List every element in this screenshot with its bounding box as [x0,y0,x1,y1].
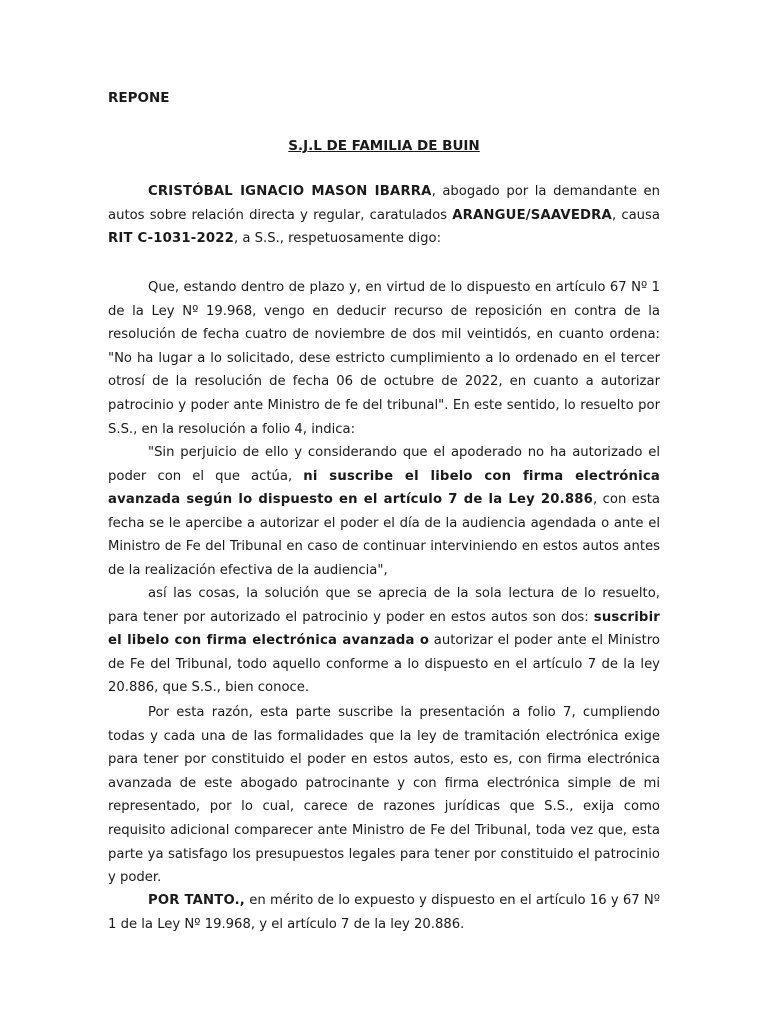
appearance-text-3: , a S.S., respetuosamente digo: [233,231,442,247]
case-rit: RIT C-1031-2022 [108,231,234,247]
paragraph-reason: Por esta razón, esta parte suscribe la presentación a folio 7, cumpliendo todas y cada una de las formalidades que la ley de tramitación electrónica exige para tener por constituido el poder en estos autos, esto es, con firma electrónica avanzada de este abogado patrocinante y con firma electrónica simple de mi representado, por lo cual, carece de razones jurídicas que S.S., exija como requisito adicional comparecer ante Ministro de Fe del Tribunal, toda vez que, esta parte ya satisfago los presupuestos legales para tener por constituido el patrocinio y poder. [108,705,660,886]
conclusion-text: en mérito de lo expuesto y dispuesto en el artículo 16 y 67 Nº 1 de la Ley Nº 19.968, y el artículo 7 de la ley 20.886. [108,893,660,932]
court-heading: S.J.L DE FAMILIA DE BUIN [288,138,480,154]
paragraph-conclusion [108,889,660,936]
conclusion-bold: POR TANTO., [148,893,246,908]
lawyer-name: CRISTÓBAL IGNACIO MASON IBARRA [148,184,432,199]
paragraph-quote [108,441,660,583]
case-name: ARANGUE/SAAVEDRA [452,207,612,223]
appearance-text-2: , causa [611,207,660,223]
paragraph-appearance [108,180,660,251]
quote-text-1: "Sin perjuicio de ello y considerando que el apoderado no ha autorizado el poder con el que actúa, [108,445,660,484]
paragraph-analysis [108,582,660,700]
analysis-bold: suscribir el libelo con firma electrónica avanzada o [108,609,660,649]
paragraph-petition: Que, estando dentro de plazo y, en virtud de lo dispuesto en artículo 67 Nº 1 de la Ley Nº 19.968, vengo en deducir recurso de reposición en contra de la resolución de fecha cuatro de noviembre de dos mil veintidós, en cuanto ordena: "No ha lugar a lo solicitado, dese estricto cumplimiento a lo ordenado en el tercer otrosí de la resolución de fecha 06 de octubre de 2022, en cuanto a autorizar patrocinio y poder ante Ministro de fe del tribunal". En este sentido, lo resuelto por S.S., en la resolución a folio 4, indica: [108,280,660,437]
document-title: REPONE [108,90,170,106]
appearance-text-1: , abogado por la demandante en autos sobre relación directa y regular, caratulados [108,184,660,223]
quote-bold: ni suscribe el libelo con firma electrónica avanzada según lo dispuesto en el artículo 7 de la Ley 20.886 [108,468,660,508]
analysis-text-1: así las cosas, la solución que se aprecia de la sola lectura de lo resuelto, para tener por autorizado el patrocinio y poder en estos autos son dos: [108,586,660,625]
analysis-text-2: autorizar el poder ante el Ministro de Fe del Tribunal, todo aquello conforme a lo dispuesto en el artículo 7 de la ley 20.886, que S.S., bien conoce. [108,633,660,696]
quote-text-2: , con esta fecha se le apercibe a autorizar el poder el día de la audiencia agendada o ante el Ministro de Fe del Tribunal en caso de continuar interviniendo en estos autos antes de la realización efectiva de la audiencia", [108,492,660,578]
